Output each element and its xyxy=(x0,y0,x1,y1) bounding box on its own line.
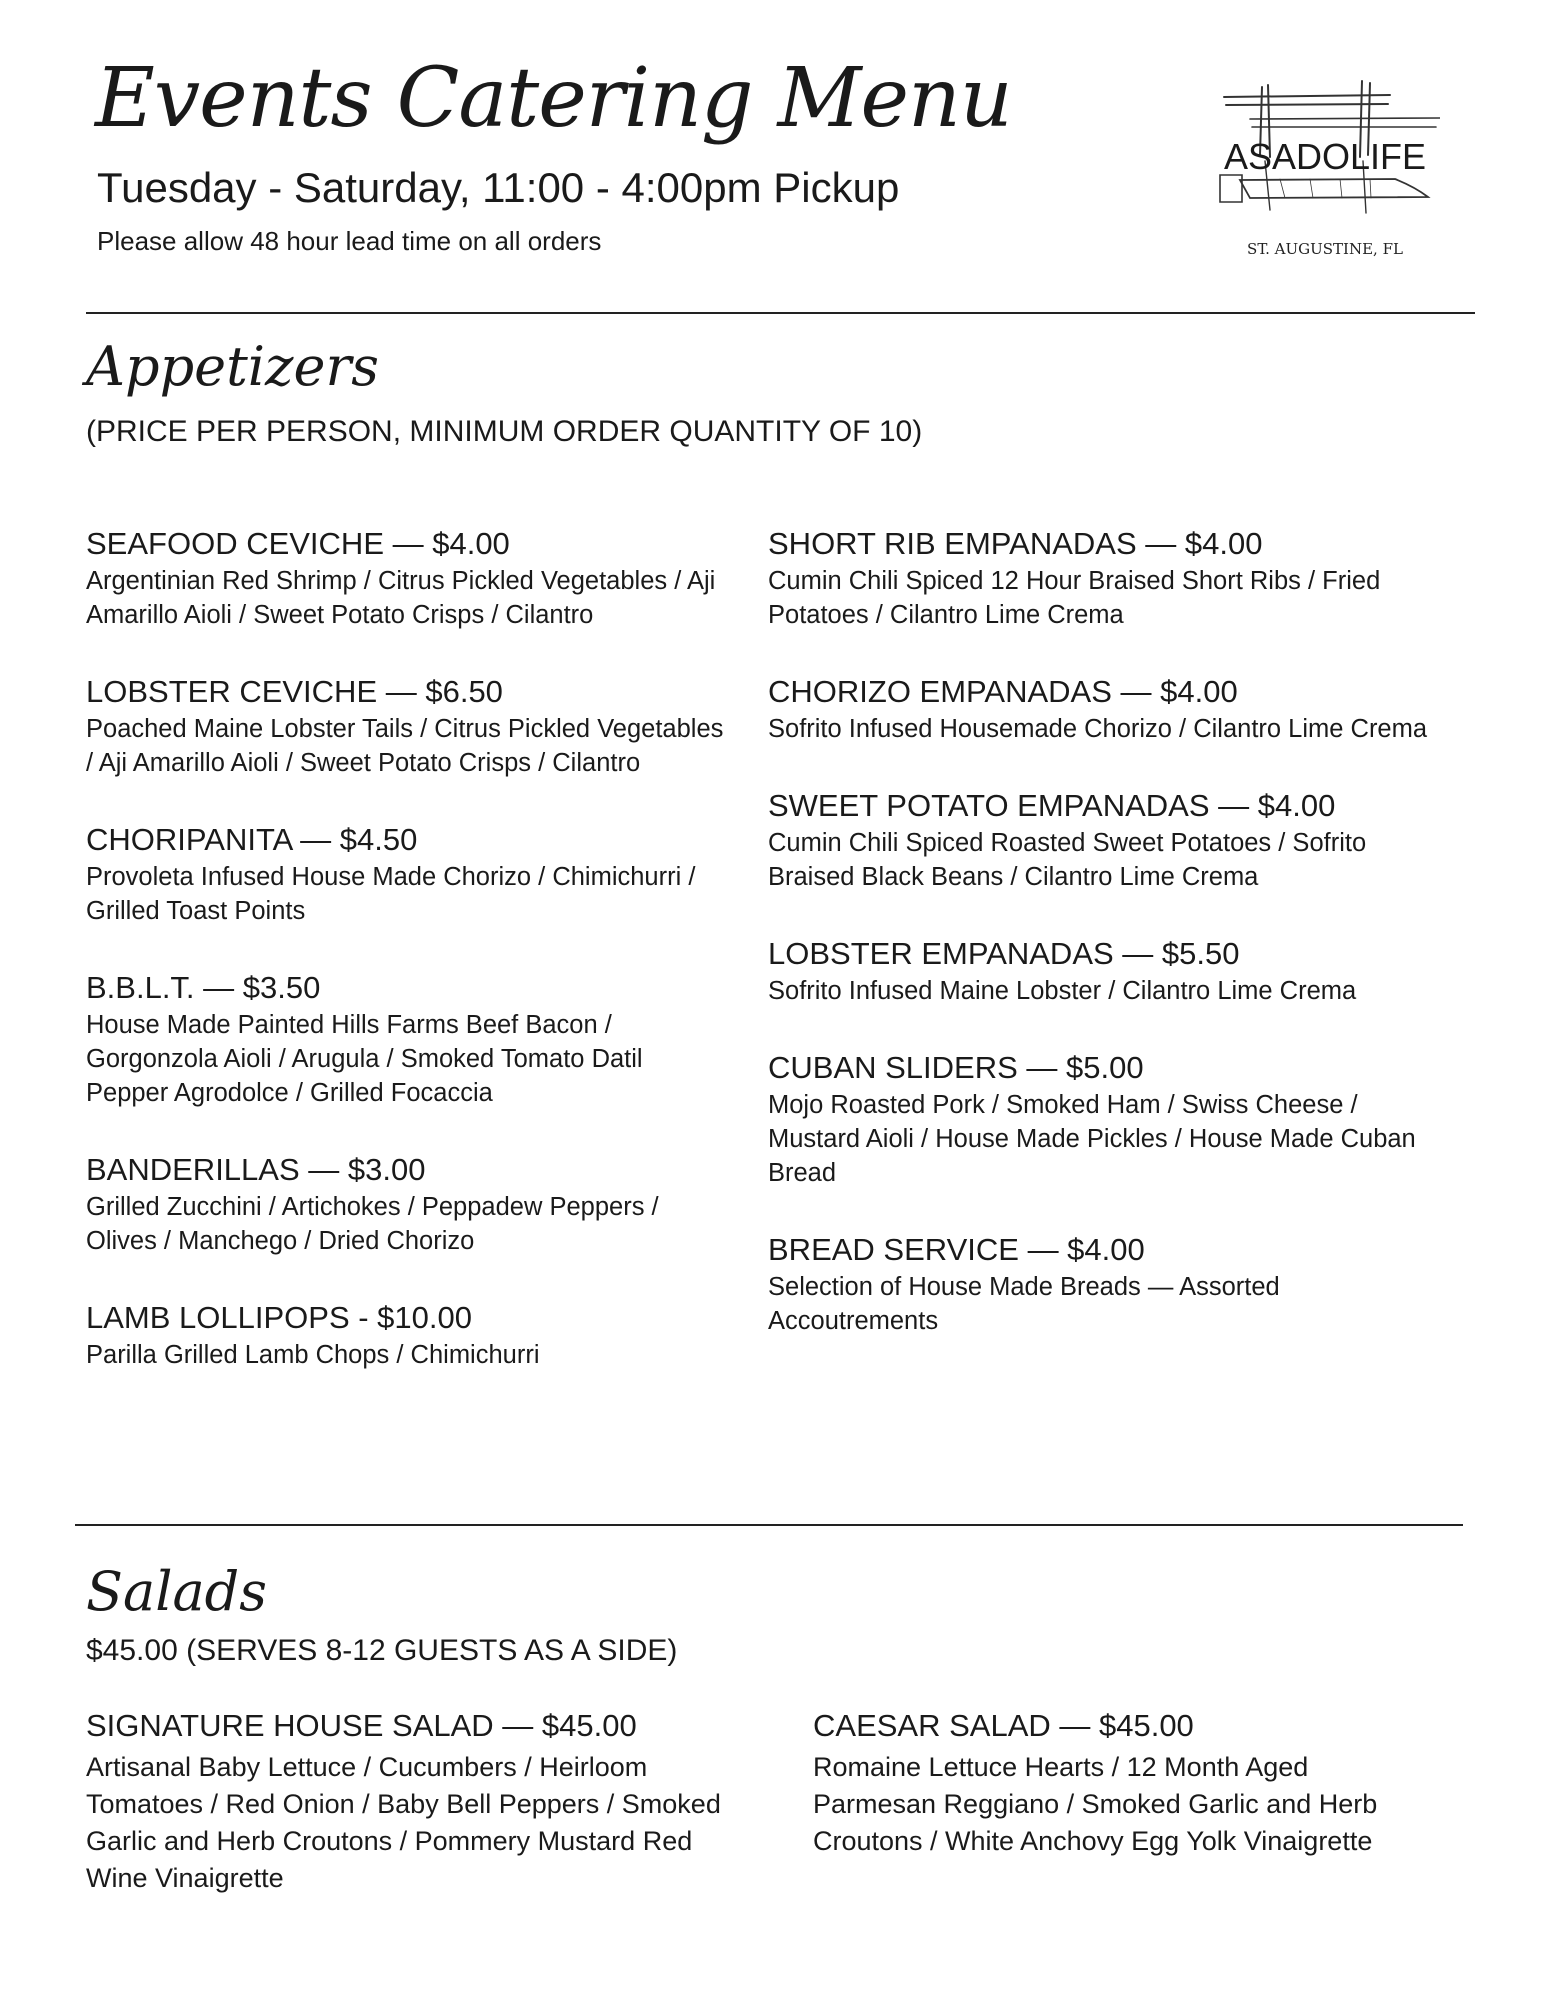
item-name: SWEET POTATO EMPANADAS — $4.00 xyxy=(768,788,1336,823)
menu-item xyxy=(86,524,726,632)
item-description: House Made Painted Hills Farms Beef Bacon / Gorgonzola Aioli / Arugula / Smoked Tomato Datil Pepper Agrodolce / Grilled Focaccia xyxy=(86,1011,643,1107)
item-description: Selection of House Made Breads — Assorted Accoutrements xyxy=(768,1273,1280,1335)
appetizers-left-column xyxy=(86,524,726,1412)
menu-item xyxy=(768,934,1448,1008)
logo-location: ST. AUGUSTINE, FL xyxy=(1247,240,1403,258)
menu-item xyxy=(86,1298,726,1372)
menu-item xyxy=(86,820,726,928)
item-name: LOBSTER EMPANADAS — $5.50 xyxy=(768,936,1240,971)
item-name: CHORIZO EMPANADAS — $4.00 xyxy=(768,674,1238,709)
salads-right-column xyxy=(813,1703,1413,1900)
item-name: BANDERILLAS — $3.00 xyxy=(86,1152,426,1187)
item-name: SIGNATURE HOUSE SALAD — $45.00 xyxy=(86,1708,637,1743)
item-description: Sofrito Infused Housemade Chorizo / Cilantro Lime Crema xyxy=(768,715,1428,743)
item-description: Argentinian Red Shrimp / Citrus Pickled Vegetables / Aji Amarillo Aioli / Sweet Potato Crisps / Cilantro xyxy=(86,567,716,629)
menu-item xyxy=(768,1048,1448,1190)
menu-item xyxy=(813,1703,1413,1860)
item-name: B.B.L.T. — $3.50 xyxy=(86,970,321,1005)
menu-item xyxy=(86,1150,726,1258)
appetizers-right-column xyxy=(768,524,1448,1378)
item-name: SHORT RIB EMPANADAS — $4.00 xyxy=(768,526,1263,561)
page-title: Events Catering Menu xyxy=(95,51,1012,146)
item-description: Sofrito Infused Maine Lobster / Cilantro Lime Crema xyxy=(768,977,1357,1005)
menu-item xyxy=(86,1703,726,1897)
item-description: Romaine Lettuce Hearts / 12 Month Aged Parmesan Reggiano / Smoked Garlic and Herb Croutons / White Anchovy Egg Yolk Vinaigrette xyxy=(813,1752,1378,1856)
item-description: Grilled Zucchini / Artichokes / Peppadew Peppers / Olives / Manchego / Dried Chorizo xyxy=(86,1193,659,1255)
menu-item xyxy=(86,968,726,1110)
salads-left-column xyxy=(86,1703,726,1937)
item-description: Poached Maine Lobster Tails / Citrus Pickled Vegetables / Aji Amarillo Aioli / Sweet Potato Crisps / Cilantro xyxy=(86,715,724,777)
asadolife-logo xyxy=(1210,75,1440,265)
item-name: SEAFOOD CEVICHE — $4.00 xyxy=(86,526,510,561)
lead-time-note: Please allow 48 hour lead time on all orders xyxy=(97,226,602,256)
item-name: LOBSTER CEVICHE — $6.50 xyxy=(86,674,503,709)
item-name: CAESAR SALAD — $45.00 xyxy=(813,1708,1194,1743)
section-divider xyxy=(75,1524,1463,1526)
menu-item xyxy=(86,672,726,780)
appetizers-heading: Appetizers xyxy=(86,335,379,398)
header-divider xyxy=(86,312,1475,314)
menu-item xyxy=(768,672,1448,746)
item-description: Provoleta Infused House Made Chorizo / Chimichurri / Grilled Toast Points xyxy=(86,863,696,925)
menu-item xyxy=(768,524,1448,632)
item-description: Mojo Roasted Pork / Smoked Ham / Swiss Cheese / Mustard Aioli / House Made Pickles / House Made Cuban Bread xyxy=(768,1091,1416,1187)
salads-heading: Salads xyxy=(86,1560,267,1623)
menu-item xyxy=(768,1230,1448,1338)
logo-wordmark: ASADOLIFE xyxy=(1223,136,1427,177)
appetizers-subtitle: (PRICE PER PERSON, MINIMUM ORDER QUANTITY OF 10) xyxy=(86,415,923,448)
pickup-hours: Tuesday - Saturday, 11:00 - 4:00pm Pickup xyxy=(97,164,900,211)
item-name: CUBAN SLIDERS — $5.00 xyxy=(768,1050,1144,1085)
item-description: Cumin Chili Spiced 12 Hour Braised Short Ribs / Fried Potatoes / Cilantro Lime Crema xyxy=(768,567,1381,629)
item-name: CHORIPANITA — $4.50 xyxy=(86,822,418,857)
item-description: Parilla Grilled Lamb Chops / Chimichurri xyxy=(86,1341,540,1369)
item-name: LAMB LOLLIPOPS - $10.00 xyxy=(86,1300,472,1335)
item-description: Cumin Chili Spiced Roasted Sweet Potatoes / Sofrito Braised Black Beans / Cilantro Lime Crema xyxy=(768,829,1367,891)
salads-subtitle: $45.00 (SERVES 8-12 GUESTS AS A SIDE) xyxy=(86,1634,678,1667)
menu-item xyxy=(768,786,1448,894)
item-name: BREAD SERVICE — $4.00 xyxy=(768,1232,1145,1267)
item-description: Artisanal Baby Lettuce / Cucumbers / Heirloom Tomatoes / Red Onion / Baby Bell Peppers / Smoked Garlic and Herb Croutons / Pommery Mustard Red Wine Vinaigrette xyxy=(86,1752,721,1893)
